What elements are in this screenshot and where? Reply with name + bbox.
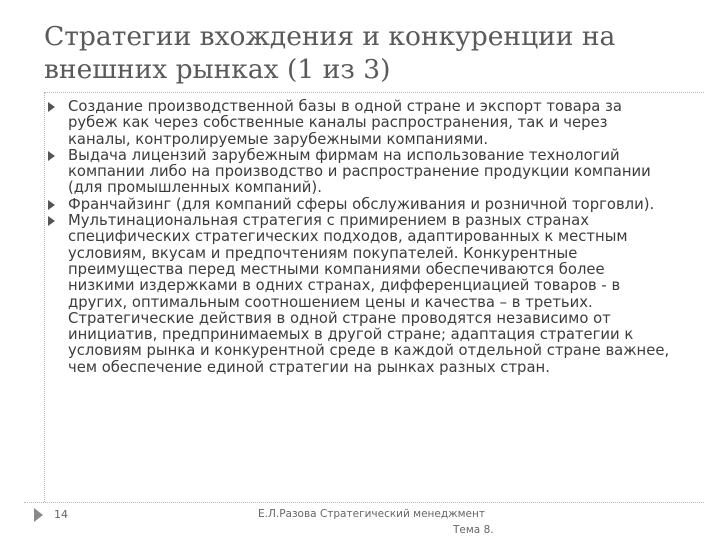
bullet-text: Франчайзинг (для компаний сферы обслуживания и розничной торговли). [68, 195, 655, 213]
bullet-text: Мультинациональная стратегия с примирением в разных странах специфических стратегических подходов, адаптированных к местным условиям, вкусам и предпочтениям покупателей. Конкурентные преимущества перед местными компаниями обеспечиваются более низкими издержками в одних странах, дифференциацией товаров - в других, оптимальным соотношением цены и качества – в третьих. Стратегические действия в одной стране проводятся независимо от инициатив, предпринимаемых в другой стране; адаптация стратегии к условиям рынка и конкурентной среде в каждой отдельной стране важнее, чем обеспечение единой стратегии на рынках разных стран. [68, 212, 670, 376]
bullet-text: Выдача лицензий зарубежным фирмам на использование технологий компании либо на производство и распространение продукции компании (для промышленных компаний). [68, 146, 651, 197]
triangle-bullet-icon [48, 216, 55, 226]
bullet-item-licensing [48, 148, 674, 197]
bullet-text: Создание производственной базы в одной стране и экспорт товара за рубеж как через собственные каналы распространения, так и через каналы, контролируемые зарубежными компаниями. [68, 98, 622, 148]
footer-divider [24, 502, 704, 503]
triangle-bullet-icon [48, 200, 55, 210]
bullet-list [48, 99, 674, 376]
bullet-item-multinational-strategy [48, 213, 674, 376]
bullet-item-production-export [48, 99, 674, 148]
slide-title: Стратегии вхождения и конкуренции на внешних рынках (1 из 3) [44, 21, 616, 85]
triangle-bullet-icon [48, 151, 55, 161]
title-divider [44, 92, 704, 93]
left-divider [44, 92, 45, 502]
footer-topic: Тема 8. [453, 524, 494, 536]
footer-author: Е.Л.Разова Стратегический менеджмент [258, 508, 485, 520]
triangle-arrow-icon [34, 508, 43, 522]
bullet-item-franchising [48, 197, 674, 213]
page-number: 14 [54, 508, 68, 521]
triangle-bullet-icon [48, 102, 55, 112]
